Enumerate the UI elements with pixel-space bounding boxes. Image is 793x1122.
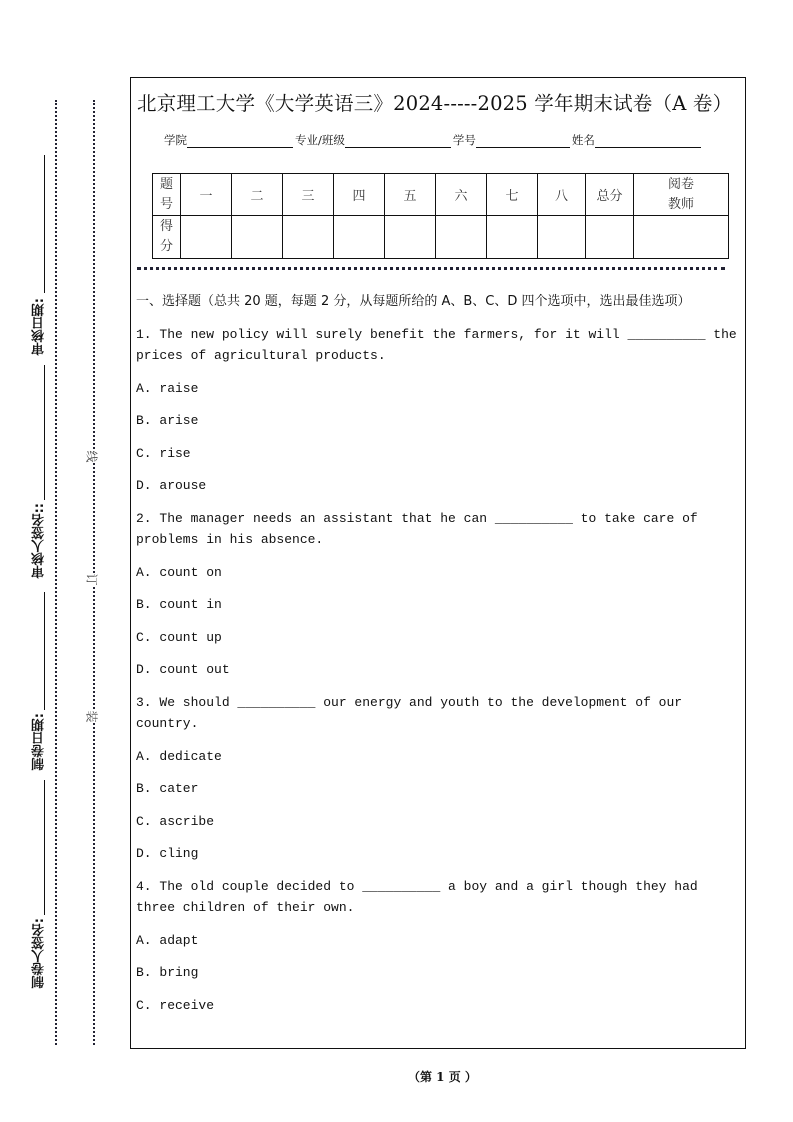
col-header: 七 — [487, 174, 538, 216]
col-header: 六 — [436, 174, 487, 216]
binding-char-line: 线 — [84, 450, 99, 463]
col-header: 八 — [538, 174, 586, 216]
option: A. raise — [136, 380, 199, 396]
reviewer-signature-label: 审核人签名:: — [32, 503, 47, 579]
compiler-signature-blank — [44, 780, 45, 915]
major-class-field[interactable] — [345, 135, 451, 148]
separator-dotted-line — [137, 267, 725, 270]
score-table-score-row — [153, 216, 729, 259]
question-stem: 1. The new policy will surely benefit the farmers, for it will __________ the prices of agricultural products. — [136, 326, 737, 363]
option: C. rise — [136, 445, 191, 461]
student-id-label: 学号 — [452, 133, 476, 147]
col-header: 三 — [283, 174, 334, 216]
option: D. cling — [136, 846, 199, 861]
binding-dotted-line-outer — [55, 100, 57, 1045]
option: A. adapt — [136, 932, 199, 948]
option: D. count out — [136, 662, 230, 677]
review-date-label: 审核日期: — [32, 298, 47, 356]
score-table — [152, 173, 729, 259]
col-header-total: 总分 — [586, 174, 634, 216]
option: D. arouse — [136, 478, 207, 493]
col-header: 一 — [181, 174, 232, 216]
compiler-signature-label: 制卷人签名: — [32, 918, 47, 989]
binding-char-bind: 装 — [84, 710, 99, 723]
student-info-row — [164, 132, 703, 148]
question-section — [136, 291, 742, 1027]
student-id-field[interactable] — [476, 135, 570, 148]
reviewer-signature-blank — [44, 365, 45, 500]
score-cell[interactable] — [334, 216, 385, 259]
compile-date-label: 制卷日期: — [32, 713, 47, 771]
compile-date-blank — [44, 592, 45, 710]
page-number: （第 1 页 ） — [408, 1070, 477, 1084]
score-cell[interactable] — [283, 216, 334, 259]
option: C. count up — [136, 629, 222, 645]
college-label: 学院 — [164, 133, 187, 147]
col-header: 二 — [232, 174, 283, 216]
section-heading: 一、选择题（总共 20 题，每题 2 分，从每题所给的 A、B、C、D 四个选项中，选出最佳选项） — [136, 294, 691, 309]
review-date-blank — [44, 155, 45, 293]
option: B. cater — [136, 781, 199, 796]
option: A. dedicate — [136, 748, 222, 764]
score-cell[interactable] — [385, 216, 436, 259]
question-stem: 2. The manager needs an assistant that he can __________ to take care of problems in his absence. — [136, 510, 698, 547]
option: B. bring — [136, 965, 199, 980]
college-field[interactable] — [187, 135, 293, 148]
binding-char-staple: 订 — [84, 573, 99, 586]
question-number-label: 题 号 — [153, 174, 181, 216]
score-cell-total[interactable] — [586, 216, 634, 259]
question-stem: 4. The old couple decided to __________ a boy and a girl though they had three children of their own. — [136, 878, 698, 915]
option: B. arise — [136, 413, 199, 428]
exam-frame — [130, 77, 746, 1049]
name-label: 姓名 — [571, 133, 595, 147]
score-label: 得 分 — [153, 216, 181, 259]
score-cell[interactable] — [232, 216, 283, 259]
col-header: 五 — [385, 174, 436, 216]
question-stem: 3. We should __________ our energy and youth to the development of our country. — [136, 694, 683, 731]
option: C. ascribe — [136, 813, 215, 829]
score-cell[interactable] — [436, 216, 487, 259]
grader-label: 阅卷 教师 — [634, 174, 729, 216]
grader-cell[interactable] — [634, 216, 729, 259]
option: B. count in — [136, 597, 222, 612]
score-table-header-row — [153, 174, 729, 216]
exam-title: 北京理工大学《大学英语三》2024-----2025 学年期末试卷（A 卷） — [137, 92, 733, 115]
option: C. receive — [136, 997, 215, 1013]
col-header: 四 — [334, 174, 385, 216]
major-class-label: 专业/班级 — [295, 133, 345, 147]
score-cell[interactable] — [181, 216, 232, 259]
option: A. count on — [136, 564, 222, 580]
score-cell[interactable] — [487, 216, 538, 259]
score-cell[interactable] — [538, 216, 586, 259]
name-field[interactable] — [595, 135, 701, 148]
